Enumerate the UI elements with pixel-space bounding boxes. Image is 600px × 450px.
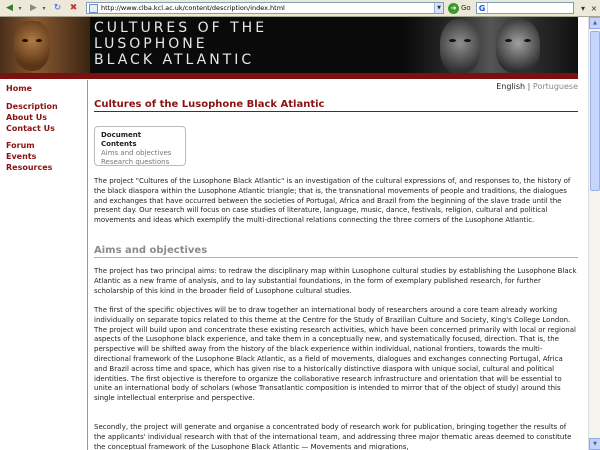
address-bar[interactable] [86,2,444,14]
mask-image [440,19,480,73]
vertical-scrollbar[interactable] [588,17,600,450]
back-icon[interactable]: ◀ [6,3,13,13]
back-dropdown-icon[interactable]: ▾ [18,4,22,12]
address-dropdown-icon[interactable]: ▼ [434,3,443,13]
reload-icon[interactable]: ↻ [53,3,62,13]
mask-image [496,19,540,73]
scroll-up-icon[interactable]: ▲ [589,17,600,29]
go-button[interactable] [448,2,471,14]
toc-heading: Document Contents [101,131,142,148]
address-url[interactable]: http://www.clba.kcl.ac.uk/content/description/index.html [101,4,285,12]
toc-link-research-questions[interactable]: Research questions [101,158,170,166]
site-title-line2: LUSOPHONE [94,36,208,52]
aims-paragraph-1: The project has two principal aims: to redraw the disciplinary map within Lusophone cultural studies by establishing the Lusophone Black Atlantic as a new frame of analysis, and to lay substantial foundations, in the form of exemplary published research, for further scholarship of this kind in the broader field of Lusophone cultural studies. [94,267,577,295]
site-title-line1: CULTURES OF THE [94,20,268,36]
aims-heading: Aims and objectives [94,245,578,258]
page-title: Cultures of the Lusophone Black Atlantic [94,99,578,112]
site-title-line3: BLACK ATLANTIC [94,52,255,68]
toc-link-aims[interactable]: Aims and objectives [101,149,172,157]
page-icon [89,4,98,13]
menu-dropdown-icon[interactable]: ▾ [580,3,585,13]
language-separator: | [527,82,531,91]
document-contents-box [94,126,186,166]
banner-strip [0,73,578,79]
forward-icon[interactable]: ▶ [30,3,37,13]
carved-figure-image [14,21,50,71]
sidebar-item-forum[interactable]: Forum [6,141,35,150]
site-title [94,20,267,68]
sidebar-item-home[interactable]: Home [6,84,32,93]
go-label: Go [461,4,471,12]
banner-sculpture-image [0,17,90,73]
forward-dropdown-icon[interactable]: ▾ [42,4,46,12]
search-input[interactable] [476,2,574,14]
sidebar-item-description[interactable]: Description [6,102,58,111]
language-switcher [496,82,578,91]
search-engine-icon: G [477,3,488,13]
close-icon[interactable]: × [590,3,598,13]
banner-masks-image [404,17,578,73]
scroll-thumb[interactable] [590,31,600,191]
sidebar-item-about-us[interactable]: About Us [6,113,47,122]
sidebar-item-contact-us[interactable]: Contact Us [6,124,55,133]
sidebar-item-events[interactable]: Events [6,152,37,161]
language-portuguese-link[interactable]: Portuguese [532,82,578,91]
go-arrow-icon: ➜ [448,3,459,14]
stop-icon[interactable]: ✖ [69,3,78,13]
intro-paragraph: The project "Cultures of the Lusophone Black Atlantic" is an investigation of the cultural expressions of, and responses to, the history of the black diaspora within the Lusophone Atlantic triangle; that is, the transnational movements of people and traditions, the dialogues and exchanges that have occurred between the societies of Portugal, Africa and Brazil from the beginning of the slave trade until the present day. Our research will focus on case studies of literature, language, music, dance, festivals, religion, cultural and political movements and ideas which exemplify the multi-directional relations connecting the three corners of the Lusophone Atlantic. [94,177,571,225]
sidebar-nav [0,80,88,450]
language-english-link[interactable]: English [496,82,526,91]
aims-paragraph-3: Secondly, the project will generate and organise a concentrated body of research work for publication, bringing together the results of the applicants' individual research with that of the international team, and addressing three major thematic areas deemed to constitute the conceptual framework of the Lusophone Black Atlantic — Movements and migrations, [94,423,572,450]
site-banner [0,17,578,73]
sidebar-item-resources[interactable]: Resources [6,163,53,172]
aims-paragraph-2: The first of the specific objectives will be to draw together an international body of researchers around a core team already working individually on separate topics related to this theme at the Centre for the Study of Brazilian Culture and Society, King's College London. The project will build upon and concentrate these existing research activities, which have been concerned primarily with local or regional aspects of the Lusophone black experience, and take them in a conceptually new, and systematically focused, direction. That is, the perspective will be shifted away from the history of the black experience within individual, national frontiers, towards the multi-directional framework of the Lusophone Black Atlantic, as a field of movements, dialogues and exchanges connecting Portugal, Africa and Brazil across time and space, which has given rise to a historically distinctive diaspora with unique social, cultural and political identities. The first objective is therefore to organize the collaborative research infrastructure and orientation that will be essential to unite an international body of scholars (whose Transatlantic composition is intended to mirror that of the object of study) around this single intellectual enterprise and perspective. [94,306,576,403]
scroll-down-icon[interactable]: ▼ [589,438,600,450]
